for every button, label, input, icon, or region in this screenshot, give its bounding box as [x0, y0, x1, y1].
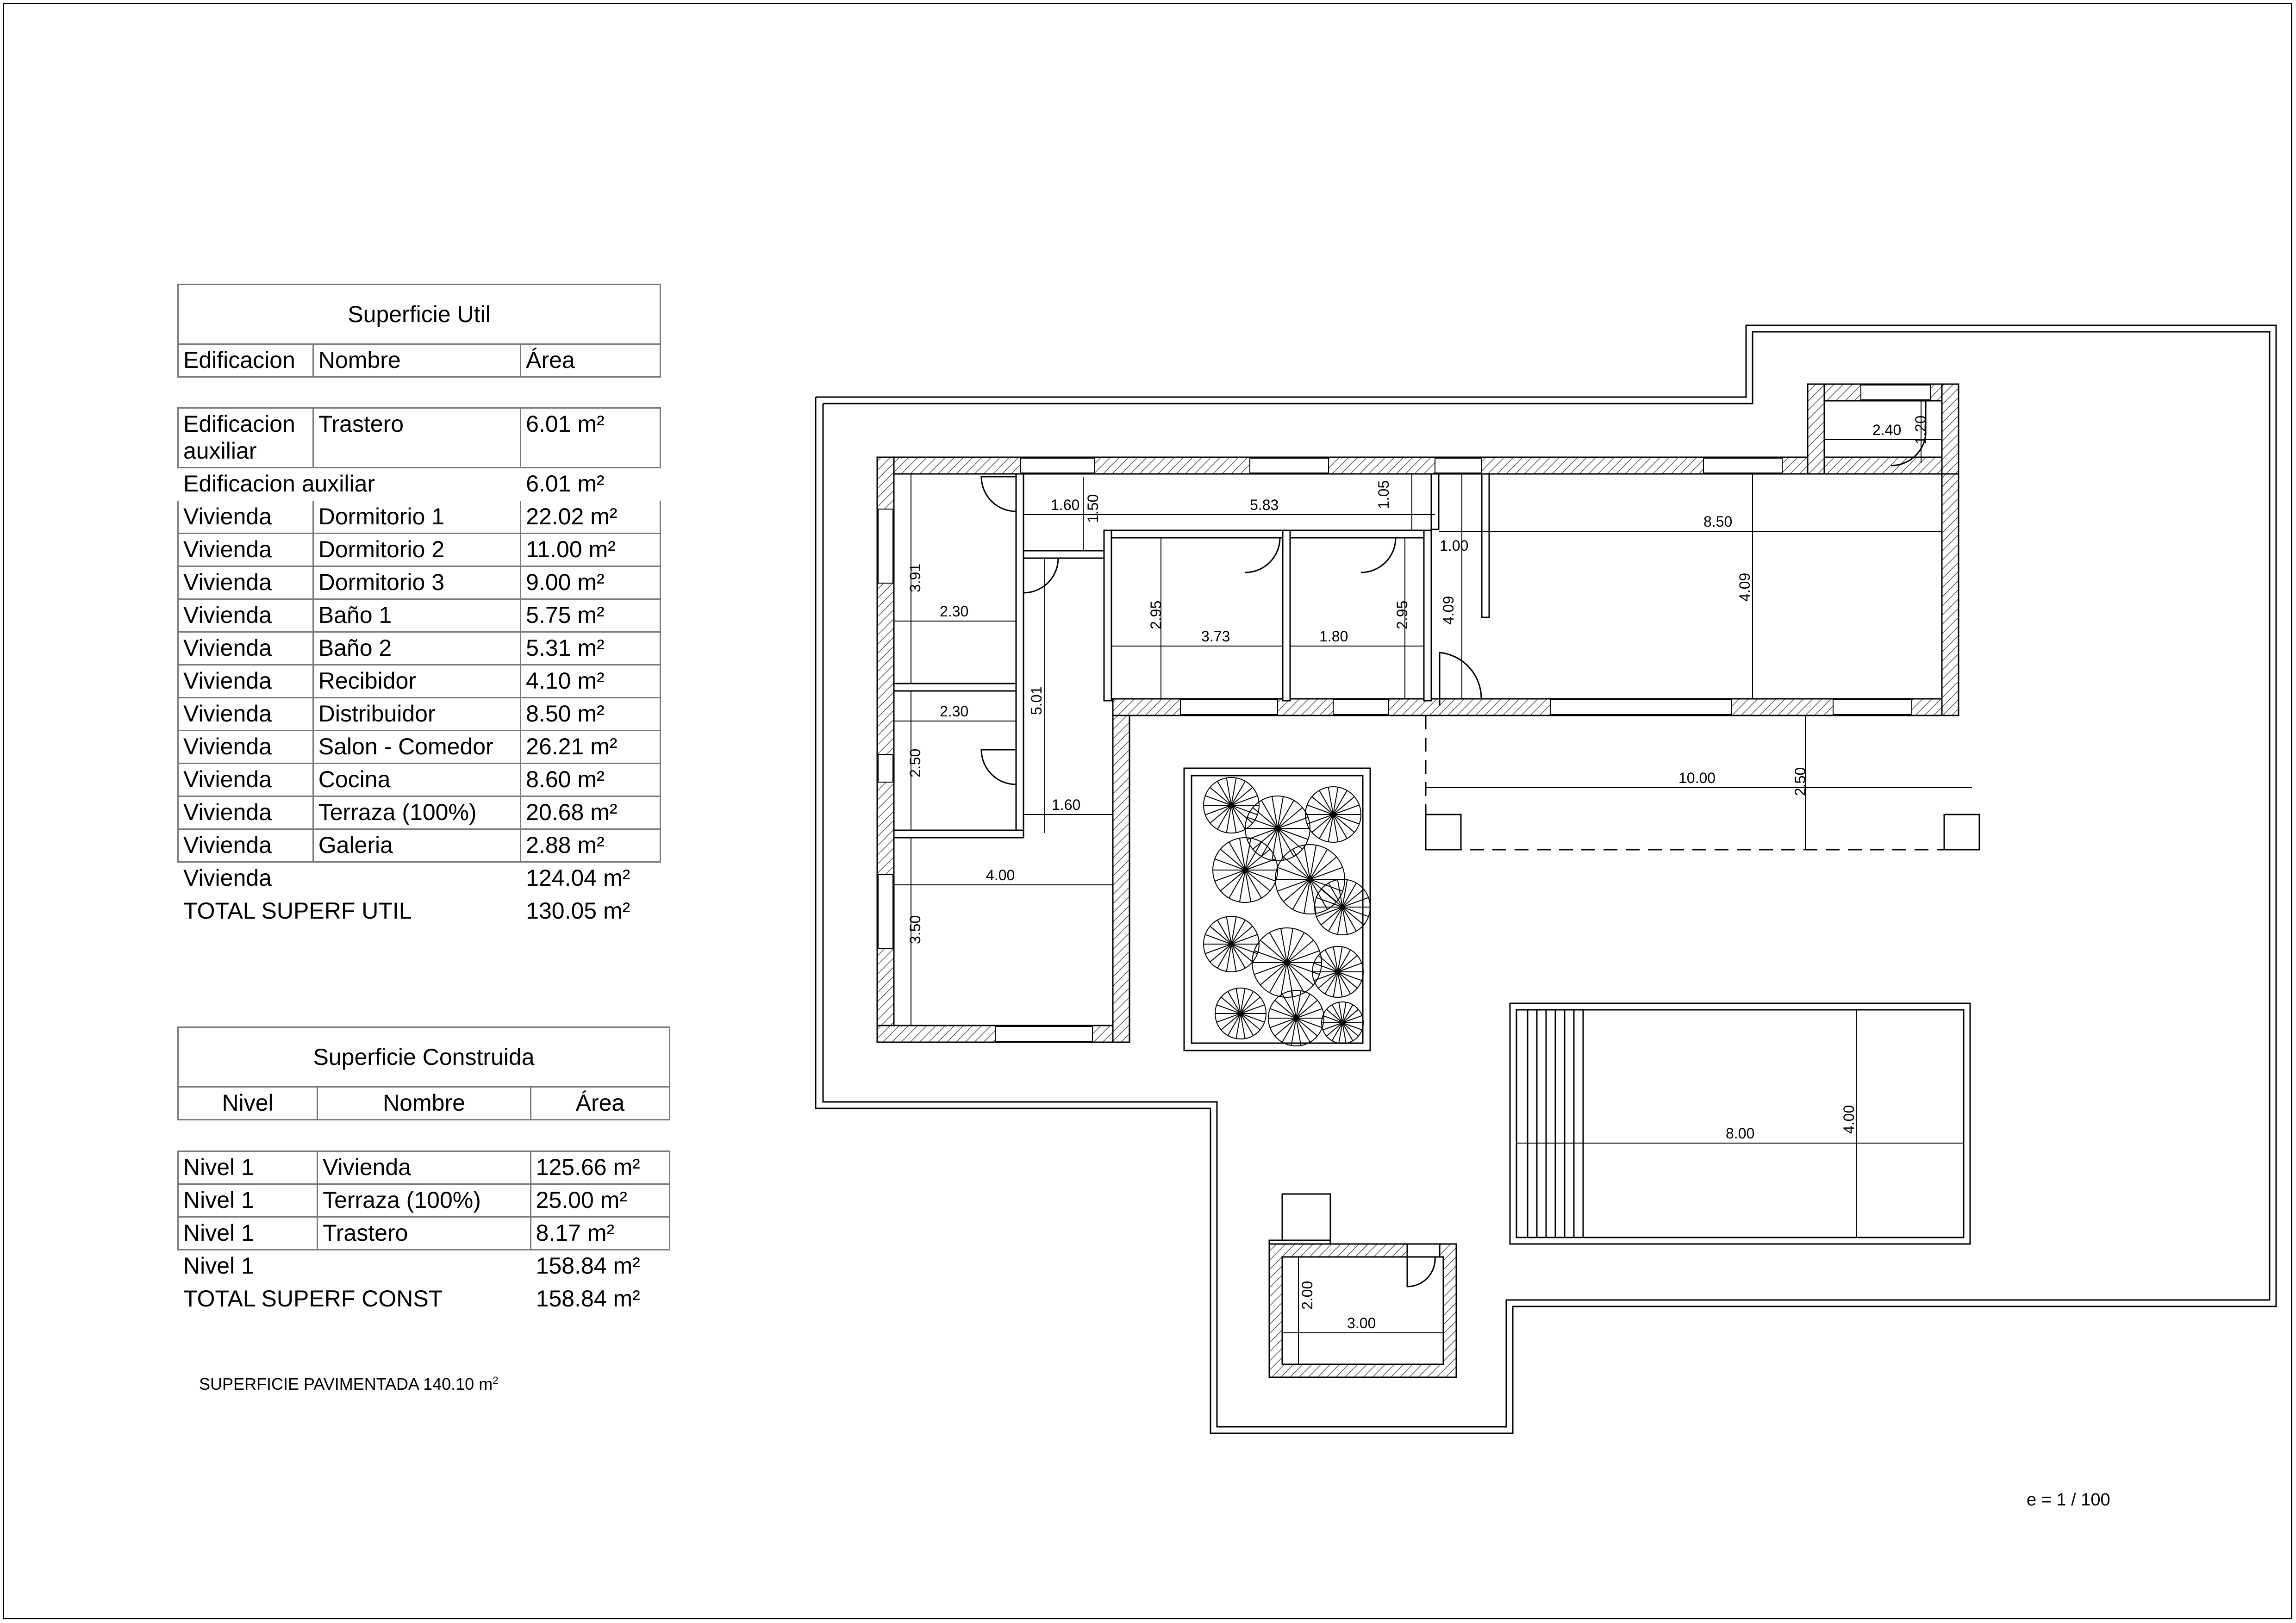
- tree-branch: [1323, 1023, 1342, 1030]
- tree-branch: [1278, 828, 1303, 849]
- tree-branch: [1323, 1016, 1342, 1023]
- dim-label: 3.50: [907, 915, 923, 944]
- dim-label: 1.05: [1375, 480, 1392, 509]
- tree-branch: [1260, 940, 1287, 963]
- tree-branch: [1296, 1018, 1322, 1028]
- tree-branch: [1342, 889, 1364, 907]
- dim-label: 10.00: [1678, 770, 1716, 786]
- tree-branch: [1342, 1016, 1362, 1023]
- tree-branch: [1241, 1014, 1260, 1030]
- tree-branch: [1241, 1014, 1265, 1022]
- tree-branch: [1210, 787, 1231, 805]
- dimension-lines: [894, 401, 1972, 1364]
- cell-area: 26.21 m²: [521, 731, 661, 764]
- tree-branch: [1220, 849, 1245, 870]
- dim-label: 8.00: [1726, 1125, 1755, 1142]
- garden-planter: [1184, 768, 1370, 1051]
- util-header-area: Área: [521, 344, 661, 377]
- dim-label: 1.60: [1052, 796, 1081, 813]
- tree-branch: [1275, 1018, 1296, 1036]
- tree-branch: [1278, 808, 1303, 828]
- util-header-edificacion: Edificacion: [178, 344, 313, 377]
- tree-branch: [1342, 897, 1368, 907]
- tree-branch: [1310, 857, 1336, 879]
- cell-area: 2.88 m²: [521, 829, 661, 862]
- scale-label: e = 1 / 100: [2027, 1490, 2110, 1510]
- tree-branch: [1231, 926, 1253, 944]
- dim-label: 2.50: [907, 748, 923, 777]
- tree-branch: [1231, 944, 1257, 954]
- tree-branch: [1210, 926, 1231, 944]
- cell-edificacion: Edificacion auxiliar: [178, 408, 313, 468]
- const-header-area: Área: [530, 1087, 669, 1120]
- total-label: TOTAL SUPERF CONST: [183, 1286, 443, 1312]
- dim-label: 1.80: [1319, 628, 1348, 645]
- tree-branch: [1296, 1008, 1322, 1018]
- tree-branch: [1210, 805, 1231, 823]
- tree-branch: [1247, 828, 1278, 839]
- tree-branch: [1270, 1018, 1296, 1028]
- cell-edificacion: Vivienda: [178, 698, 313, 731]
- tree-branch: [1245, 859, 1276, 870]
- cell-area: 8.50 m²: [521, 698, 661, 731]
- tree-branch: [1278, 867, 1310, 879]
- dim-label: 2.00: [1299, 1281, 1316, 1310]
- tree-branch: [1287, 940, 1313, 963]
- tree-branch: [1284, 857, 1310, 879]
- cell-area: 125.66 m²: [530, 1151, 669, 1184]
- cell-edificacion: Vivienda: [178, 796, 313, 829]
- cell-nombre: Galeria: [313, 829, 520, 862]
- const-header-nivel: Nivel: [178, 1087, 318, 1120]
- cell-edificacion: Vivienda: [178, 501, 313, 534]
- cell-nivel: Nivel 1: [178, 1217, 318, 1250]
- tree-branch: [1231, 944, 1253, 962]
- cell-area: 4.10 m²: [521, 665, 661, 698]
- dim-label: 2.30: [940, 603, 969, 620]
- tree-branch: [1278, 828, 1308, 839]
- cell-nombre: Baño 2: [313, 632, 520, 665]
- tree-branch: [1217, 1014, 1241, 1022]
- tree-branch: [1278, 879, 1310, 891]
- tree-branch: [1210, 944, 1231, 962]
- cell-nombre: Dormitorio 3: [313, 566, 520, 599]
- subtotal-label: Nivel 1: [183, 1253, 254, 1279]
- cell-area: 6.01 m²: [521, 408, 661, 468]
- paved-surface-text: SUPERFICIE PAVIMENTADA 140.10 m: [199, 1374, 493, 1393]
- tree-branch: [1278, 817, 1308, 828]
- tree-branch: [1342, 907, 1368, 917]
- cell-nombre: Trastero: [313, 408, 520, 468]
- cell-edificacion: Vivienda: [178, 599, 313, 632]
- cell-edificacion: Vivienda: [178, 731, 313, 764]
- tree-branch: [1205, 944, 1231, 954]
- cell-nombre: Dormitorio 1: [313, 501, 520, 534]
- tree-branch: [1338, 972, 1357, 988]
- dim-label: 2.40: [1872, 422, 1902, 438]
- tree-branch: [1296, 1018, 1317, 1036]
- cell-nombre: Dormitorio 2: [313, 534, 520, 566]
- tree-branch: [1333, 796, 1354, 815]
- dim-label: 2.50: [1792, 767, 1809, 796]
- tree-branch: [1333, 815, 1354, 833]
- dim-label: 1.00: [1440, 537, 1469, 554]
- cell-area: 22.02 m²: [521, 501, 661, 534]
- tree-branch: [1245, 849, 1270, 870]
- tree-branch: [1205, 805, 1231, 815]
- total-area: 130.05 m²: [526, 898, 630, 924]
- dim-label: 8.50: [1703, 513, 1733, 530]
- tree-branch: [1220, 870, 1245, 891]
- tree-branch: [1221, 997, 1241, 1014]
- tree-branch: [1253, 828, 1278, 849]
- dim-label: 3.91: [907, 563, 923, 592]
- cell-nombre: Terraza (100%): [318, 1184, 531, 1217]
- tree-branch: [1296, 1000, 1317, 1018]
- subtotal-area: 158.84 m²: [536, 1253, 640, 1279]
- dim-label: 1.50: [1085, 494, 1101, 523]
- tree-branch: [1342, 1023, 1362, 1030]
- subtotal-label: Edificacion auxiliar: [183, 471, 375, 497]
- tree-branch: [1217, 1005, 1241, 1014]
- tree-branch: [1254, 951, 1287, 963]
- dim-label: 4.09: [1736, 572, 1753, 602]
- tree-branch: [1338, 972, 1362, 981]
- subtotal-area: 6.01 m²: [526, 471, 605, 497]
- cell-area: 8.17 m²: [530, 1217, 669, 1250]
- dim-label: 2.30: [940, 703, 969, 720]
- cell-area: 20.68 m²: [521, 796, 661, 829]
- const-header-nombre: Nombre: [318, 1087, 531, 1120]
- cell-area: 5.31 m²: [521, 632, 661, 665]
- dim-label: 2.95: [1394, 600, 1410, 629]
- cell-nivel: Nivel 1: [178, 1184, 318, 1217]
- dim-label: 1.20: [1912, 415, 1929, 444]
- cell-edificacion: Vivienda: [178, 534, 313, 566]
- dim-label: 4.00: [1841, 1105, 1857, 1134]
- tree-branch: [1231, 796, 1257, 805]
- cell-edificacion: Vivienda: [178, 632, 313, 665]
- tree-branch: [1314, 963, 1338, 972]
- tree-branch: [1284, 879, 1310, 902]
- dim-label: 4.09: [1440, 596, 1457, 625]
- tree-branch: [1275, 1000, 1296, 1018]
- subtotal-area: 124.04 m²: [526, 865, 630, 891]
- paved-surface-sup: 2: [493, 1374, 499, 1386]
- tree-branch: [1287, 963, 1313, 985]
- tree-branch: [1231, 934, 1257, 944]
- cell-edificacion: Vivienda: [178, 764, 313, 796]
- dim-label: 4.00: [986, 867, 1015, 883]
- tree-branch: [1338, 956, 1357, 972]
- tree-branch: [1221, 1014, 1241, 1030]
- cell-nombre: Trastero: [318, 1217, 531, 1250]
- tree-branch: [1245, 870, 1270, 891]
- tree-branch: [1205, 796, 1231, 805]
- cell-nombre: Distribuidor: [313, 698, 520, 731]
- dim-label: 1.60: [1051, 497, 1080, 513]
- tree-branch: [1287, 963, 1319, 975]
- dim-label: 3.00: [1347, 1315, 1376, 1331]
- cell-area: 5.75 m²: [521, 599, 661, 632]
- tree-branch: [1231, 787, 1253, 805]
- dim-label: 2.95: [1148, 600, 1164, 629]
- plot-boundary: [816, 325, 2276, 1433]
- cell-nombre: Baño 1: [313, 599, 520, 632]
- cell-nombre: Salon - Comedor: [313, 731, 520, 764]
- cell-nivel: Nivel 1: [178, 1151, 318, 1184]
- cell-nombre: Terraza (100%): [313, 796, 520, 829]
- cell-edificacion: Vivienda: [178, 566, 313, 599]
- tree-branch: [1310, 867, 1342, 879]
- tree-branch: [1314, 972, 1338, 981]
- tree-icon: [1204, 777, 1370, 1046]
- cell-area: 11.00 m²: [521, 534, 661, 566]
- tree-branch: [1260, 963, 1287, 985]
- cell-area: 25.00 m²: [530, 1184, 669, 1217]
- tree-branch: [1333, 805, 1359, 815]
- tree-branch: [1241, 1005, 1265, 1014]
- tree-branch: [1254, 963, 1287, 975]
- dim-label: 3.73: [1201, 628, 1230, 645]
- total-label: TOTAL SUPERF UTIL: [183, 898, 412, 924]
- cell-nombre: Vivienda: [318, 1151, 531, 1184]
- outbuilding-annex: [1282, 1194, 1330, 1240]
- dim-label: 5.83: [1250, 497, 1279, 513]
- cell-edificacion: Vivienda: [178, 829, 313, 862]
- tree-branch: [1241, 997, 1260, 1014]
- tree-branch: [1231, 805, 1253, 823]
- swimming-pool: [1510, 1003, 1970, 1244]
- tree-branch: [1333, 815, 1359, 824]
- const-title: Superficie Construida: [178, 1027, 670, 1087]
- util-header-nombre: Nombre: [313, 344, 520, 377]
- dim-label: 5.01: [1028, 686, 1045, 715]
- tree-branch: [1270, 1008, 1296, 1018]
- cell-area: 9.00 m²: [521, 566, 661, 599]
- cell-nombre: Cocina: [313, 764, 520, 796]
- tree-branch: [1215, 859, 1245, 870]
- util-title: Superficie Util: [178, 285, 661, 344]
- tree-branch: [1205, 934, 1231, 944]
- tree-branch: [1342, 907, 1364, 925]
- tree-branch: [1307, 805, 1333, 815]
- tree-branch: [1312, 815, 1333, 833]
- outbuilding: [1269, 1240, 1456, 1377]
- cell-nombre: Recibidor: [313, 665, 520, 698]
- cell-edificacion: Vivienda: [178, 665, 313, 698]
- tree-branch: [1245, 870, 1276, 881]
- cell-area: 8.60 m²: [521, 764, 661, 796]
- tree-branch: [1312, 796, 1333, 815]
- subtotal-label: Vivienda: [183, 865, 272, 891]
- total-area: 158.84 m²: [536, 1286, 640, 1312]
- tree-branch: [1321, 907, 1342, 925]
- tree-branch: [1215, 870, 1245, 881]
- tree-branch: [1338, 963, 1362, 972]
- tree-branch: [1318, 972, 1338, 988]
- tree-branch: [1307, 815, 1333, 824]
